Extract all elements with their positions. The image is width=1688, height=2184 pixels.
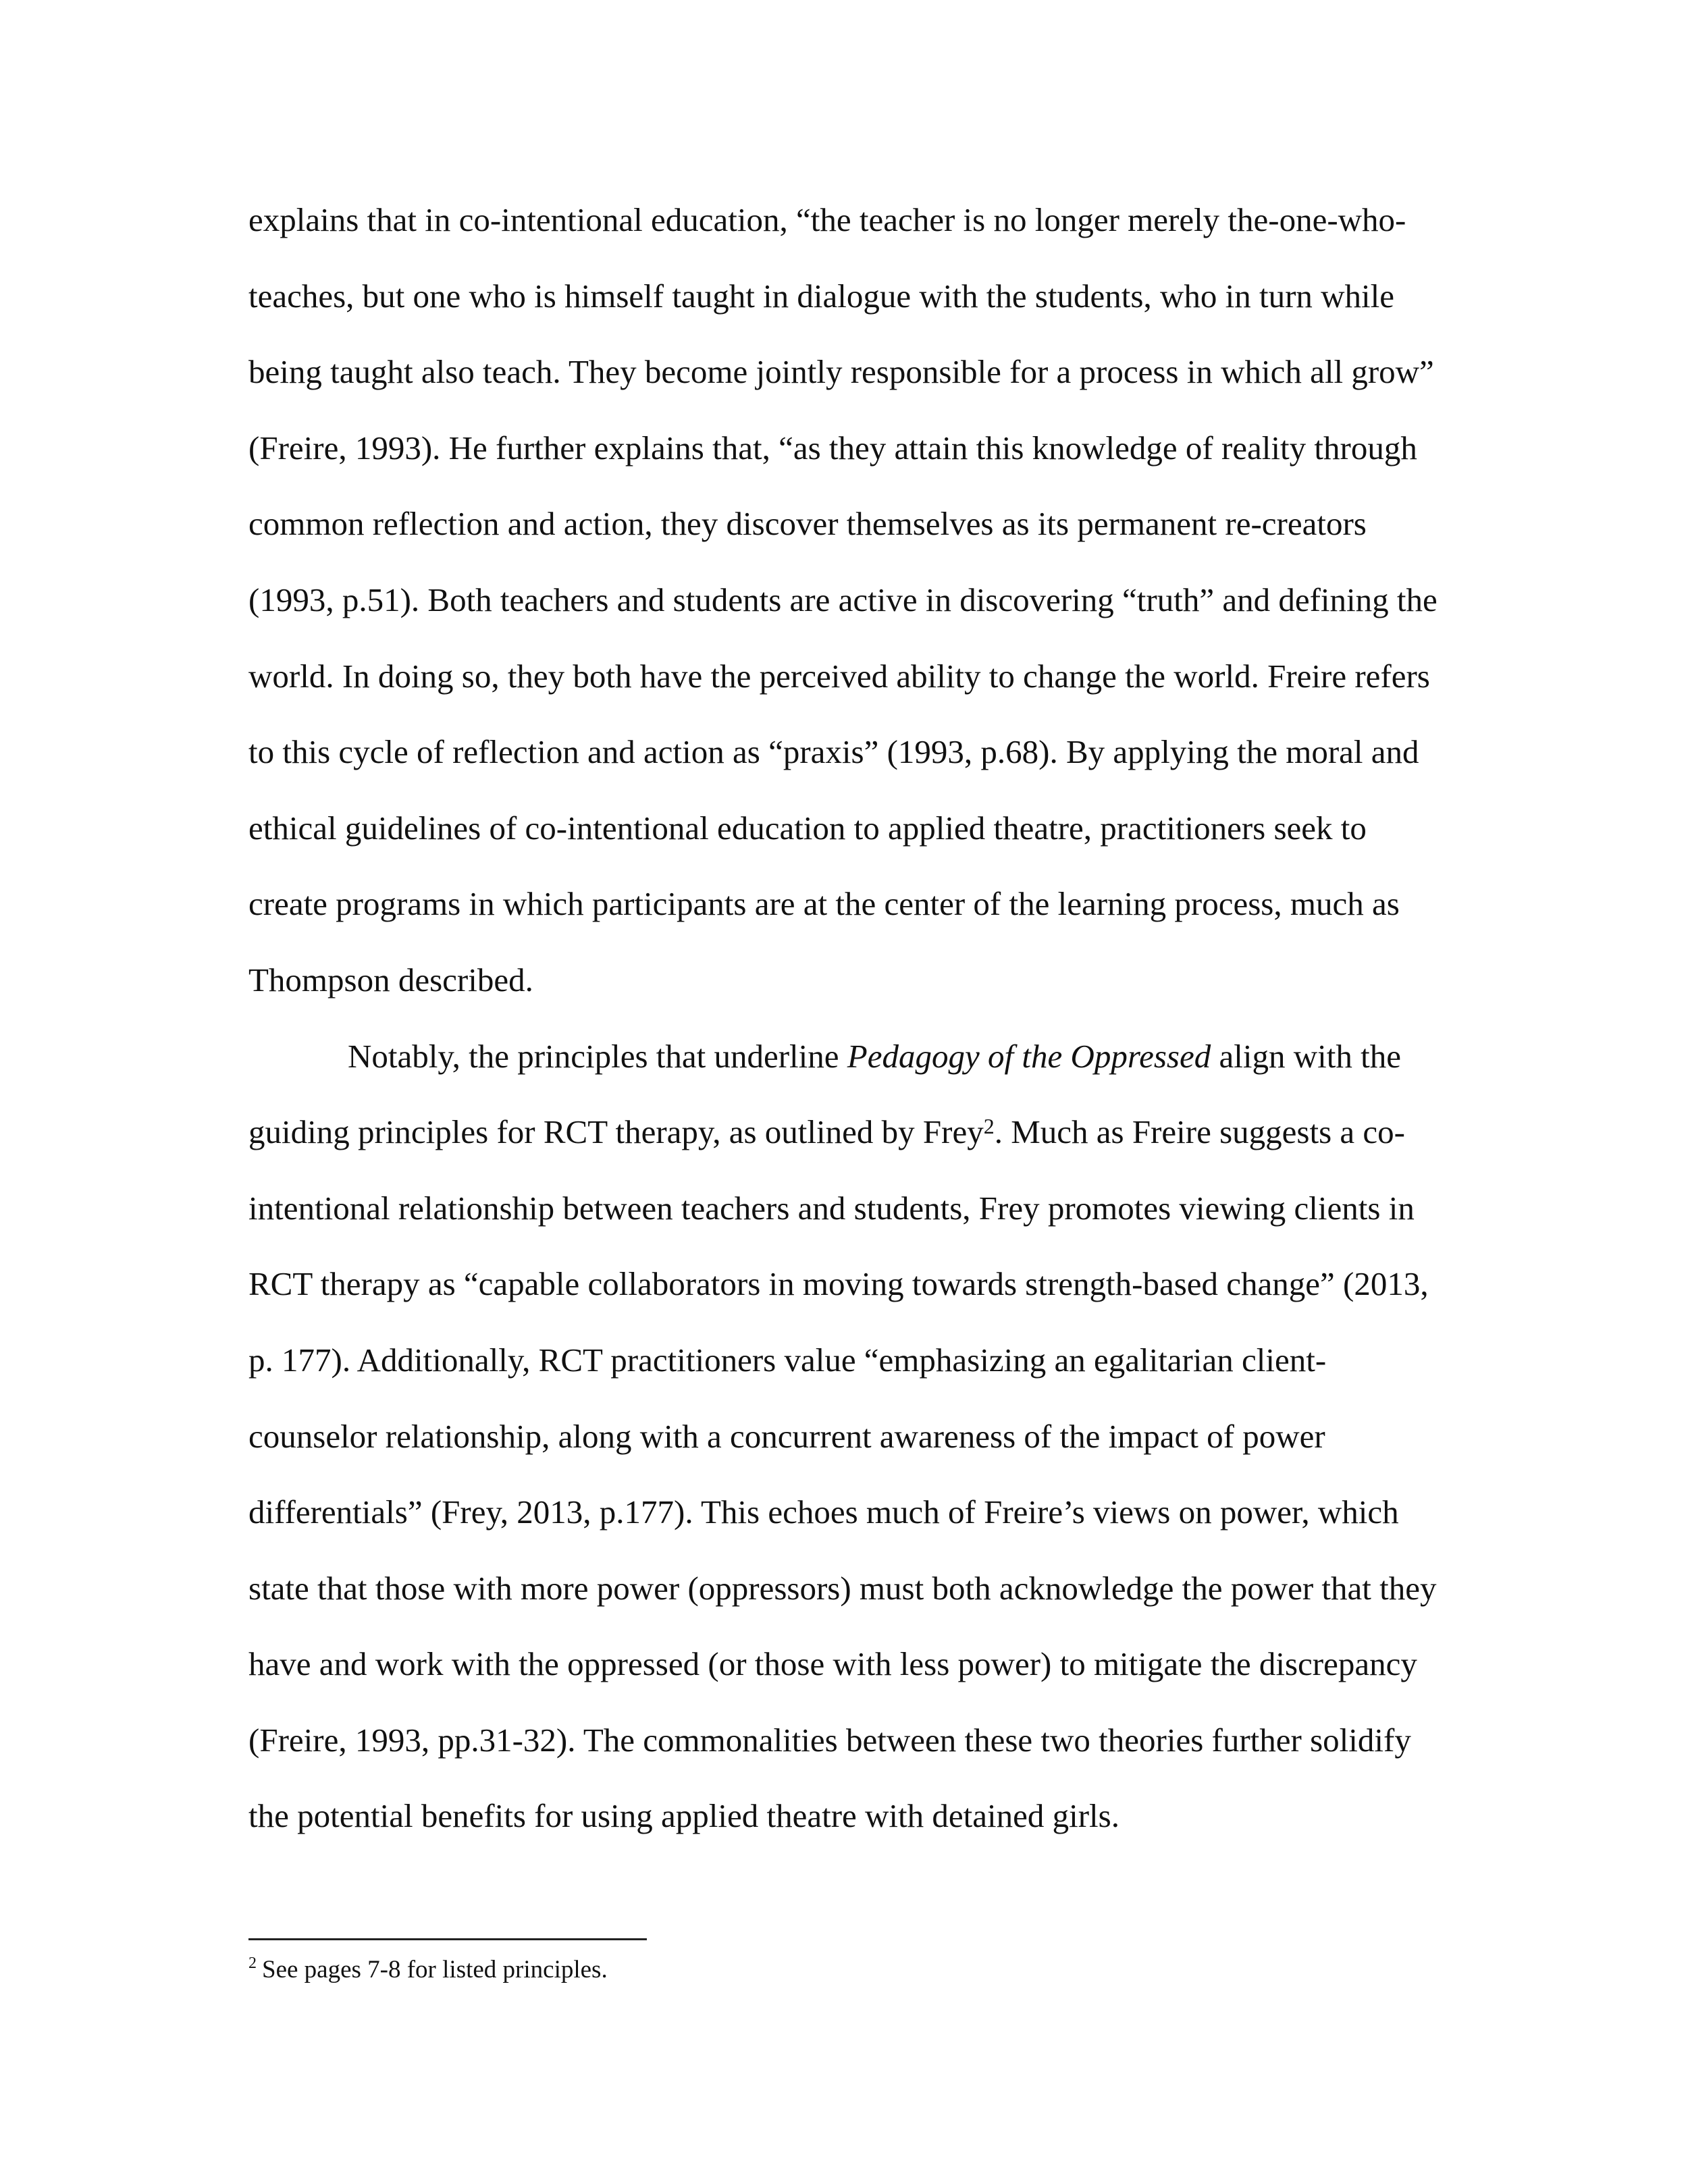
text-line: explains that in co-intentional education, “the teacher is no longer merely the-one-who- [248,201,1406,238]
text-line: (Freire, 1993). He further explains that, “as they attain this knowledge of reality through [248,429,1417,467]
footnote-text: See pages 7-8 for listed principles. [262,1956,608,1983]
text-line: the potential benefits for using applied theatre with detained girls. [248,1797,1119,1835]
text-line: counselor relationship, along with a concurrent awareness of the impact of power [248,1417,1325,1455]
text-line: RCT therapy as “capable collaborators in moving towards strength-based change” (2013, [248,1265,1429,1303]
text-line: differentials” (Frey, 2013, p.177). This echoes much of Freire’s views on power, which [248,1493,1399,1531]
paragraph-start-line [248,1019,1464,1095]
text-segment: . Much as Freire suggests a co- [994,1113,1405,1151]
book-title: Pedagogy of the Oppressed [847,1037,1211,1075]
text-line: to this cycle of reflection and action as “praxis” (1993, p.68). By applying the moral and [248,733,1419,771]
text-line: teaches, but one who is himself taught in dialogue with the students, who in turn while [248,277,1395,315]
text-line: being taught also teach. They become jointly responsible for a process in which all grow” [248,353,1434,391]
text-line: have and work with the oppressed (or those with less power) to mitigate the discrepancy [248,1645,1417,1683]
text-segment: guiding principles for RCT therapy, as outlined by Frey [248,1113,984,1151]
text-line: common reflection and action, they discover themselves as its permanent re-creators [248,505,1367,543]
text-line: world. In doing so, they both have the perceived ability to change the world. Freire refers [248,657,1430,695]
text-segment: Notably, the principles that underline [348,1037,847,1075]
text-line: Thompson described. [248,961,533,998]
footnote [248,1953,608,1987]
footnote-number: 2 [248,1954,257,1972]
text-line: ethical guidelines of co-intentional education to applied theatre, practitioners seek to [248,809,1367,847]
text-line: p. 177). Additionally, RCT practitioners value “emphasizing an egalitarian client- [248,1341,1327,1379]
text-line: state that those with more power (oppressors) must both acknowledge the power that they [248,1569,1437,1607]
footnote-divider [248,1938,647,1940]
footnote-reference[interactable]: 2 [983,1114,995,1139]
text-line: (Freire, 1993, pp.31-32). The commonalities between these two theories further solidify [248,1721,1411,1759]
document-body [248,182,1464,1855]
text-line: intentional relationship between teachers and students, Frey promotes viewing clients in [248,1189,1415,1227]
text-segment: align with the [1211,1037,1401,1075]
text-line: (1993, p.51). Both teachers and students are active in discovering “truth” and defining the [248,581,1438,618]
text-line: create programs in which participants are at the center of the learning process, much as [248,885,1400,923]
text-line [248,1094,1464,1171]
